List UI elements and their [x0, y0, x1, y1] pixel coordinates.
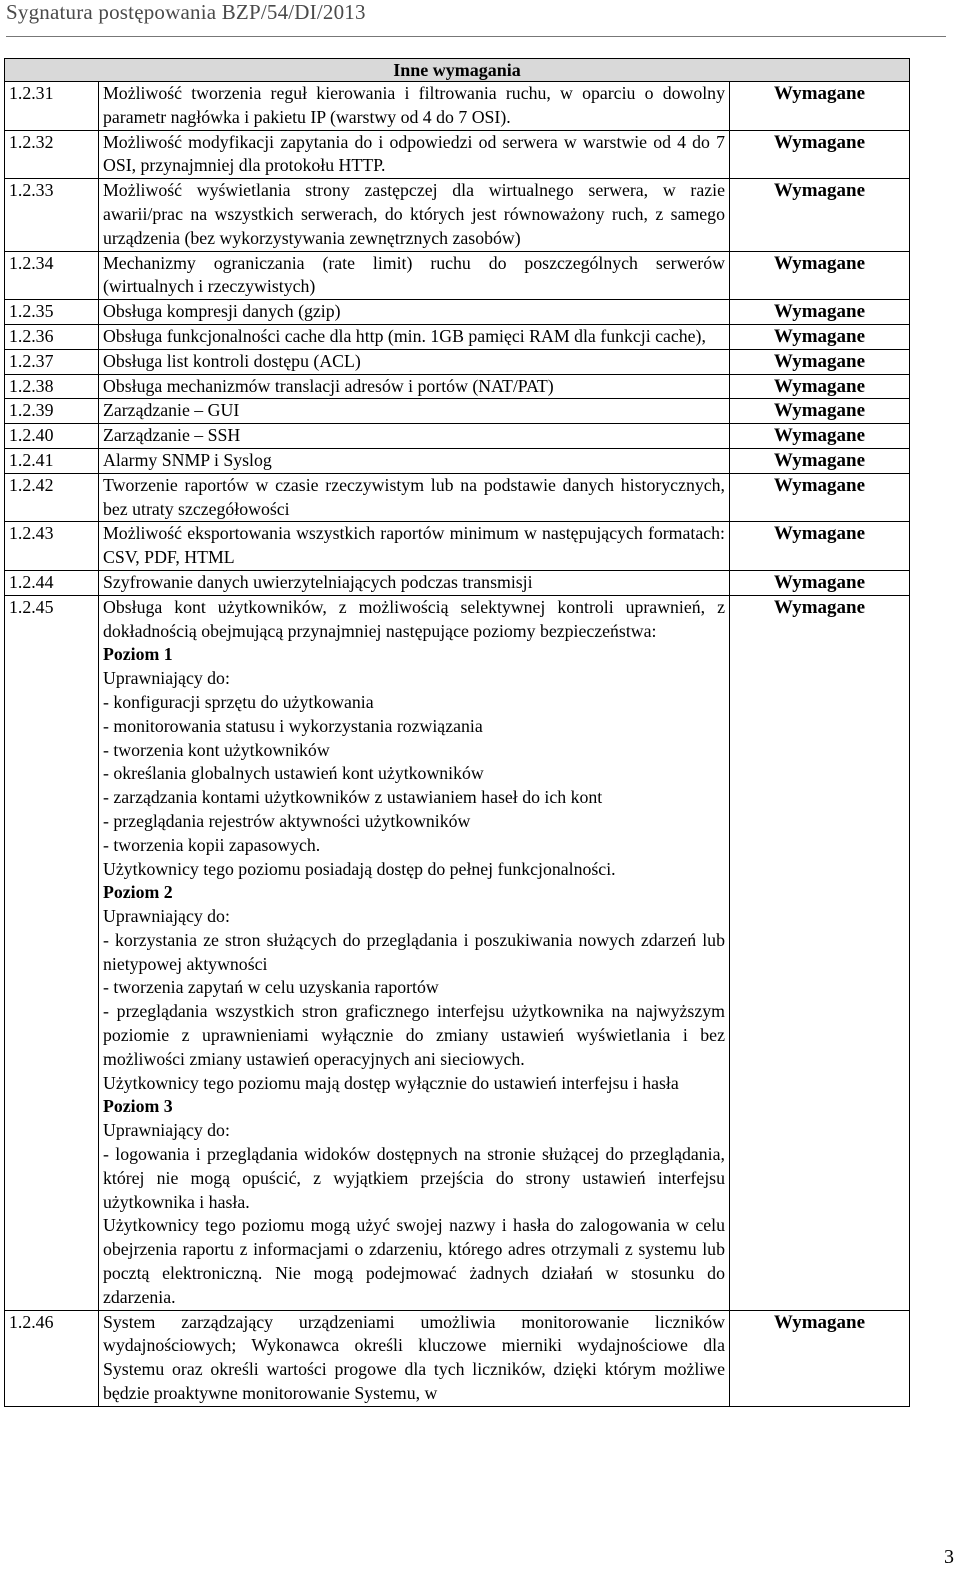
document-signature-header: Sygnatura postępowania BZP/54/DI/2013 — [6, 0, 366, 24]
requirements-table — [4, 58, 910, 1407]
requirement-number: 1.2.37 — [5, 349, 99, 374]
requirement-number: 1.2.46 — [5, 1310, 99, 1406]
requirement-description — [99, 595, 730, 1310]
section-header-row — [5, 59, 910, 82]
security-level-lead: Uprawniający do: — [103, 668, 230, 689]
header-divider — [6, 36, 946, 37]
requirement-status: Wymagane — [729, 374, 909, 399]
security-level-item: - przeglądania rejestrów aktywności użytkowników — [103, 810, 471, 831]
table-row — [5, 570, 910, 595]
requirement-description: Alarmy SNMP i Syslog — [99, 448, 730, 473]
requirement-description: Obsługa kompresji danych (gzip) — [99, 300, 730, 325]
table-row — [5, 595, 910, 1310]
requirement-status: Wymagane — [729, 179, 909, 251]
requirement-number: 1.2.35 — [5, 300, 99, 325]
requirement-description: Obsługa mechanizmów translacji adresów i portów (NAT/PAT) — [99, 374, 730, 399]
requirement-description: Tworzenie raportów w czasie rzeczywistym lub na podstawie danych historycznych, bez utraty szczegółowości — [99, 473, 730, 522]
requirement-status: Wymagane — [729, 300, 909, 325]
requirement-number: 1.2.43 — [5, 522, 99, 571]
security-level-summary: Użytkownicy tego poziomu posiadają dostęp do pełnej funkcjonalności. — [103, 858, 616, 879]
requirement-intro: Obsługa kont użytkowników, z możliwością selektywnej kontroli uprawnień, z dokładnością obejmującą przynajmniej następujące poziomy bezpieczeństwa: — [103, 596, 725, 641]
table-row — [5, 179, 910, 251]
security-level-lead: Uprawniający do: — [103, 1120, 230, 1141]
security-level-title: Poziom 2 — [103, 882, 173, 903]
requirement-status: Wymagane — [729, 349, 909, 374]
requirement-description: Możliwość tworzenia reguł kierowania i filtrowania ruchu, w oparciu o dowolny parametr nagłówka i pakietu IP (warstwy od 4 do 7 OSI). — [99, 82, 730, 131]
security-level-item: - korzystania ze stron służących do przeglądania i poszukiwania nowych zdarzeń lub nietypowej aktywności — [103, 929, 725, 974]
security-level-summary: Użytkownicy tego poziomu mają dostęp wyłącznie do ustawień interfejsu i hasła — [103, 1072, 679, 1093]
requirement-description: Zarządzanie – SSH — [99, 424, 730, 449]
requirement-status: Wymagane — [729, 424, 909, 449]
security-level-item: - określania globalnych ustawień kont użytkowników — [103, 763, 484, 784]
table-row — [5, 1310, 910, 1406]
security-level-lead: Uprawniający do: — [103, 906, 230, 927]
table-row — [5, 349, 910, 374]
table-row — [5, 300, 910, 325]
requirement-number: 1.2.39 — [5, 399, 99, 424]
security-level-item: - przeglądania wszystkich stron graficznego interfejsu użytkownika na najwyższym poziomie z uprawnieniami wyłącznie do zmiany ustawień wyświetlania i bez możliwości zmiany ustawień operacyjnych ani sieciowych. — [103, 1001, 725, 1069]
requirement-status: Wymagane — [729, 522, 909, 571]
requirement-number: 1.2.40 — [5, 424, 99, 449]
security-level-summary: Użytkownicy tego poziomu mogą użyć swojej nazwy i hasła do zalogowania w celu obejrzenia raportu z informacjami o zdarzeniu, którego adres otrzymali z systemu lub pocztą elektroniczną. Nie mogą podejmować żadnych działań w stosunku do zdarzenia. — [103, 1215, 725, 1307]
requirement-description: Możliwość wyświetlania strony zastępczej dla wirtualnego serwera, w razie awarii/prac na wszystkich serwerach, do których jest równoważony ruch, z samego urządzenia (bez wykorzystywania zewnętrznych zasobów) — [99, 179, 730, 251]
requirement-number: 1.2.32 — [5, 130, 99, 179]
security-level-item: - monitorowania statusu i wykorzystania rozwiązania — [103, 715, 483, 736]
requirement-number: 1.2.31 — [5, 82, 99, 131]
requirement-description: Możliwość modyfikacji zapytania do i odpowiedzi od serwera w warstwie od 4 do 7 OSI, przynajmniej dla protokołu HTTP. — [99, 130, 730, 179]
requirement-status: Wymagane — [729, 324, 909, 349]
security-level-item: - tworzenia zapytań w celu uzyskania raportów — [103, 977, 439, 998]
requirement-number: 1.2.41 — [5, 448, 99, 473]
security-level-title: Poziom 3 — [103, 1096, 173, 1117]
security-level-item: - tworzenia kopii zapasowych. — [103, 834, 321, 855]
requirement-number: 1.2.42 — [5, 473, 99, 522]
section-title: Inne wymagania — [5, 59, 910, 82]
requirement-status: Wymagane — [729, 448, 909, 473]
table-row — [5, 324, 910, 349]
requirement-description: Mechanizmy ograniczania (rate limit) ruchu do poszczególnych serwerów (wirtualnych i rzeczywistych) — [99, 251, 730, 300]
requirement-status: Wymagane — [729, 570, 909, 595]
requirement-description: System zarządzający urządzeniami umożliwia monitorowanie liczników wydajnościowych; Wykonawca określi kluczowe mierniki wydajnościowe dla Systemu oraz określi wartości progowe dla tych liczników, dzięki którym możliwe będzie proaktywne monitorowanie Systemu, w — [99, 1310, 730, 1406]
requirement-description: Szyfrowanie danych uwierzytelniających podczas transmisji — [99, 570, 730, 595]
requirement-status: Wymagane — [729, 473, 909, 522]
requirement-status: Wymagane — [729, 130, 909, 179]
requirement-description: Obsługa funkcjonalności cache dla http (min. 1GB pamięci RAM dla funkcji cache), — [99, 324, 730, 349]
requirement-number: 1.2.38 — [5, 374, 99, 399]
security-level-item: - tworzenia kont użytkowników — [103, 739, 330, 760]
requirement-status: Wymagane — [729, 399, 909, 424]
requirement-description: Obsługa list kontroli dostępu (ACL) — [99, 349, 730, 374]
table-row — [5, 473, 910, 522]
requirement-status: Wymagane — [729, 82, 909, 131]
requirement-number: 1.2.44 — [5, 570, 99, 595]
requirement-number: 1.2.45 — [5, 595, 99, 1310]
requirement-status: Wymagane — [729, 595, 909, 1310]
table-row — [5, 424, 910, 449]
table-row — [5, 251, 910, 300]
requirement-status: Wymagane — [729, 1310, 909, 1406]
requirement-number: 1.2.33 — [5, 179, 99, 251]
security-level-item: - zarządzania kontami użytkowników z ustawianiem haseł do ich kont — [103, 787, 603, 808]
requirement-description: Zarządzanie – GUI — [99, 399, 730, 424]
table-row — [5, 82, 910, 131]
table-row — [5, 399, 910, 424]
requirement-status: Wymagane — [729, 251, 909, 300]
requirement-description: Możliwość eksportowania wszystkich raportów minimum w następujących formatach: CSV, PDF, HTML — [99, 522, 730, 571]
page-number: 3 — [944, 1546, 954, 1568]
table-row — [5, 130, 910, 179]
table-row — [5, 374, 910, 399]
requirement-number: 1.2.34 — [5, 251, 99, 300]
requirement-number: 1.2.36 — [5, 324, 99, 349]
table-row — [5, 448, 910, 473]
security-level-item: - logowania i przeglądania widoków dostępnych na stronie służącej do przeglądania, której nie mogą opuścić, z wyjątkiem przejścia do strony ustawień interfejsu użytkownika i hasła. — [103, 1144, 725, 1212]
table-row — [5, 522, 910, 571]
security-level-item: - konfiguracji sprzętu do użytkowania — [103, 691, 374, 712]
security-level-title: Poziom 1 — [103, 644, 173, 665]
